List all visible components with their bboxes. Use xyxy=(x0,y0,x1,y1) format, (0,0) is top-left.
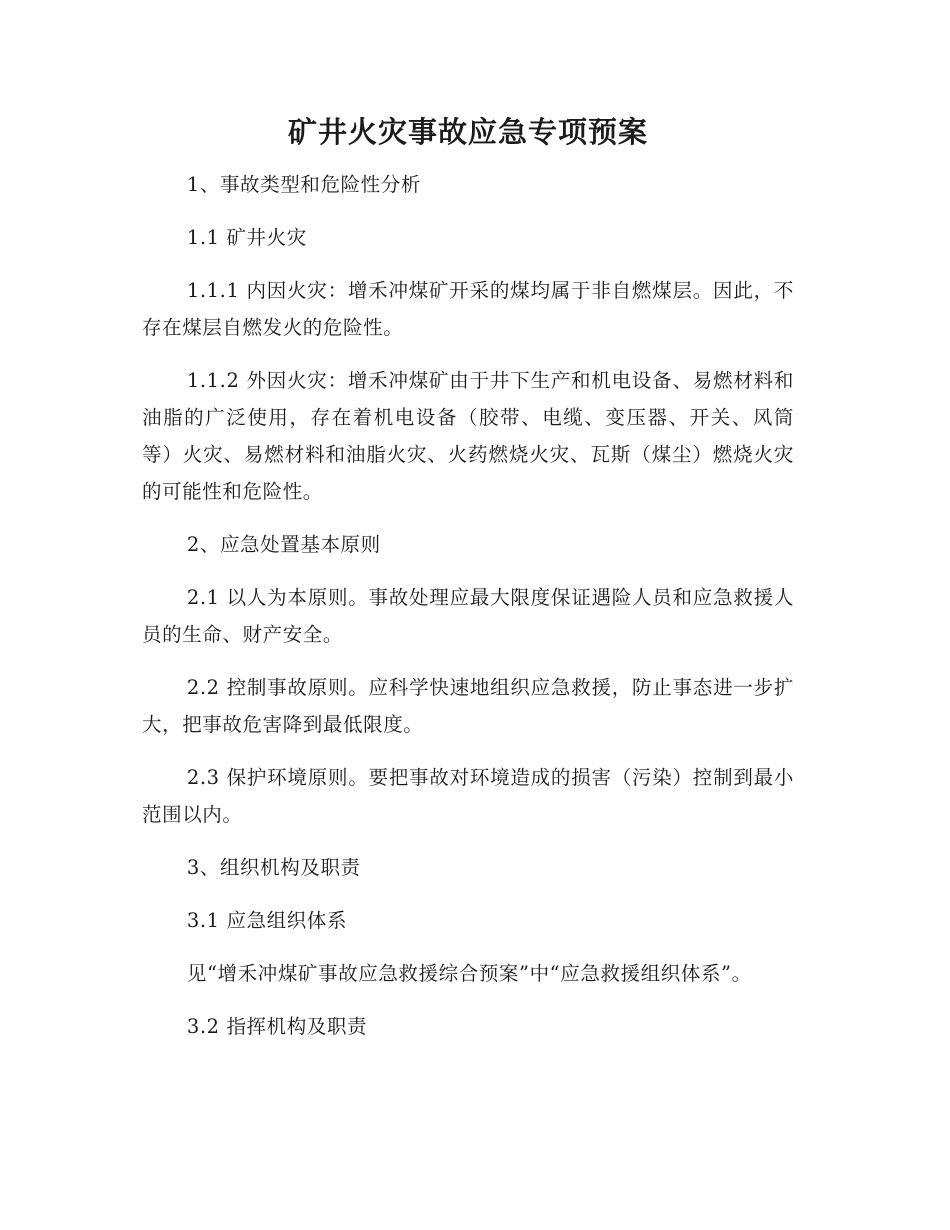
section-heading-1: 1、事故类型和危险性分析 xyxy=(186,173,421,196)
paragraph-2-1: 2.1 以人为本原则。事故处理应最大限度保证遇险人员和应急救援人员的生命、财产安全。 xyxy=(142,586,794,646)
subsection-heading-3-1: 3.1 应急组织体系 xyxy=(186,909,348,932)
subsection-heading-1-1: 1.1 矿井火灾 xyxy=(186,226,307,249)
document-page xyxy=(142,108,794,1061)
paragraph-2-3: 2.3 保护环境原则。要把事故对环境造成的损害（污染）控制到最小范围以内。 xyxy=(142,766,794,826)
document-title: 矿井火灾事故应急专项预案 xyxy=(287,115,648,149)
paragraph-3-1: 见“增禾冲煤矿事故应急救援综合预案”中“应急救援组织体系”。 xyxy=(186,962,752,985)
paragraph-2-2: 2.2 控制事故原则。应科学快速地组织应急救援，防止事态进一步扩大，把事故危害降到最低限度。 xyxy=(142,676,794,736)
section-heading-3: 3、组织机构及职责 xyxy=(186,856,361,879)
paragraph-1-1-1: 1.1.1 内因火灾：增禾冲煤矿开采的煤均属于非自燃煤层。因此，不存在煤层自燃发火的危险性。 xyxy=(142,279,794,339)
subsection-heading-3-2: 3.2 指挥机构及职责 xyxy=(186,1015,368,1038)
paragraph-1-1-2: 1.1.2 外因火灾：增禾冲煤矿由于井下生产和机电设备、易燃材料和油脂的广泛使用，存在着机电设备（胶带、电缆、变压器、开关、风筒等）火灾、易燃材料和油脂火灾、火药燃烧火灾、瓦斯（煤尘）燃烧火灾的可能性和危险性。 xyxy=(142,369,794,503)
section-heading-2: 2、应急处置基本原则 xyxy=(186,533,381,556)
